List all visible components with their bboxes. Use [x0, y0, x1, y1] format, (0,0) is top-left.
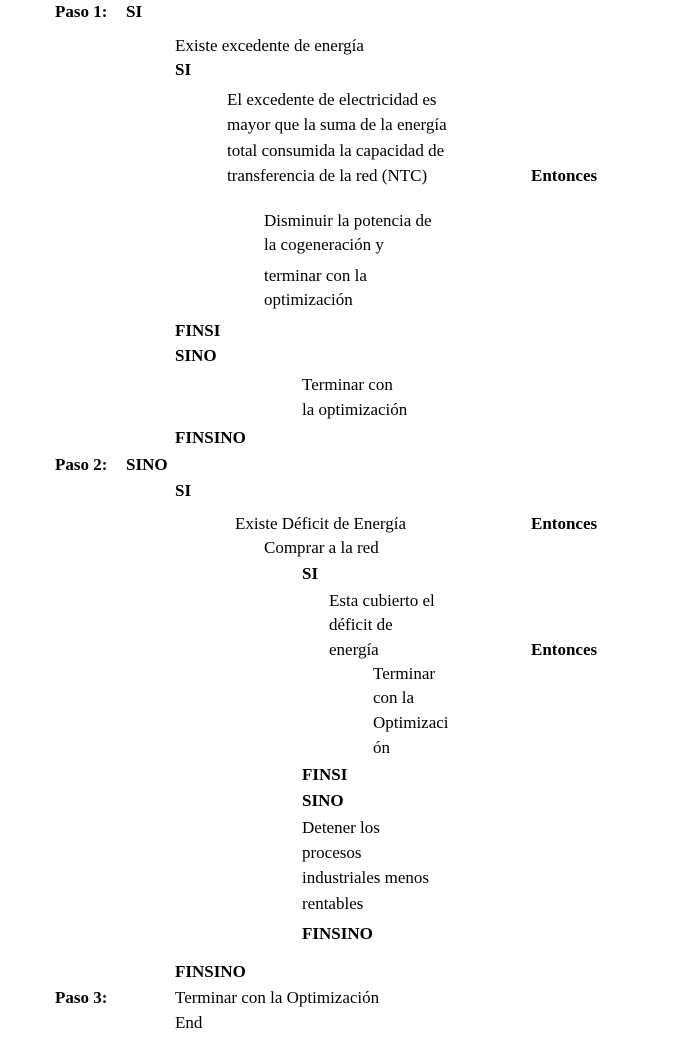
- entonces-keyword-2: Entonces: [531, 514, 598, 533]
- line-existe-excedente: Existe excedente de energía: [175, 36, 364, 55]
- reduce-power-line-2: la cogeneración y: [264, 235, 384, 254]
- entonces-keyword-1: Entonces: [531, 166, 598, 185]
- finish-opt-line-1: Terminar con: [302, 375, 393, 394]
- reduce-power-line-1: Disminuir la potencia de: [264, 211, 432, 230]
- condition-line-2: mayor que la suma de la energía: [227, 115, 447, 134]
- sino-keyword-1: SINO: [175, 346, 217, 365]
- end-keyword: End: [175, 1013, 203, 1032]
- si-keyword-3: SI: [302, 564, 319, 583]
- covered-line-3: energía: [329, 640, 379, 659]
- finsino-keyword-2: FINSINO: [302, 924, 373, 943]
- stop-processes-line-2: procesos: [302, 843, 362, 862]
- covered-line-2: déficit de: [329, 615, 393, 634]
- finish-line-2: optimización: [264, 290, 353, 309]
- buy-from-grid-line: Comprar a la red: [264, 538, 379, 557]
- final-finish-line: Terminar con la Optimización: [175, 988, 380, 1007]
- sino-keyword-2: SINO: [302, 791, 344, 810]
- finsino-keyword-1: FINSINO: [175, 428, 246, 447]
- covered-line-1: Esta cubierto el: [329, 591, 435, 610]
- finsi-keyword-1: FINSI: [175, 321, 221, 340]
- condition-line-4: transferencia de la red (NTC): [227, 166, 428, 185]
- si-keyword-2: SI: [175, 481, 192, 500]
- finish-opt-short-line-4: ón: [373, 738, 390, 757]
- stop-processes-line-1: Detener los: [302, 818, 380, 837]
- stop-processes-line-3: industriales menos: [302, 868, 430, 887]
- finsino-keyword-3: FINSINO: [175, 962, 246, 981]
- step-2-label: Paso 2:: [55, 455, 108, 474]
- si-keyword-1: SI: [175, 60, 192, 79]
- finish-opt-line-2: la optimización: [302, 400, 408, 419]
- condition-line-3: total consumida la capacidad de: [227, 141, 445, 160]
- finish-opt-short-line-3: Optimizaci: [373, 713, 449, 732]
- step-1-label: Paso 1:: [55, 2, 108, 21]
- stop-processes-line-4: rentables: [302, 894, 364, 913]
- step-3-label: Paso 3:: [55, 988, 108, 1007]
- step-1-si-keyword: SI: [126, 2, 143, 21]
- finsi-keyword-2: FINSI: [302, 765, 348, 784]
- finish-line-1: terminar con la: [264, 266, 367, 285]
- finish-opt-short-line-1: Terminar: [373, 664, 436, 683]
- condition-line-1: El excedente de electricidad es: [227, 90, 437, 109]
- deficit-line: Existe Déficit de Energía: [235, 514, 407, 533]
- step-2-sino-keyword: SINO: [126, 455, 168, 474]
- finish-opt-short-line-2: con la: [373, 688, 415, 707]
- entonces-keyword-3: Entonces: [531, 640, 598, 659]
